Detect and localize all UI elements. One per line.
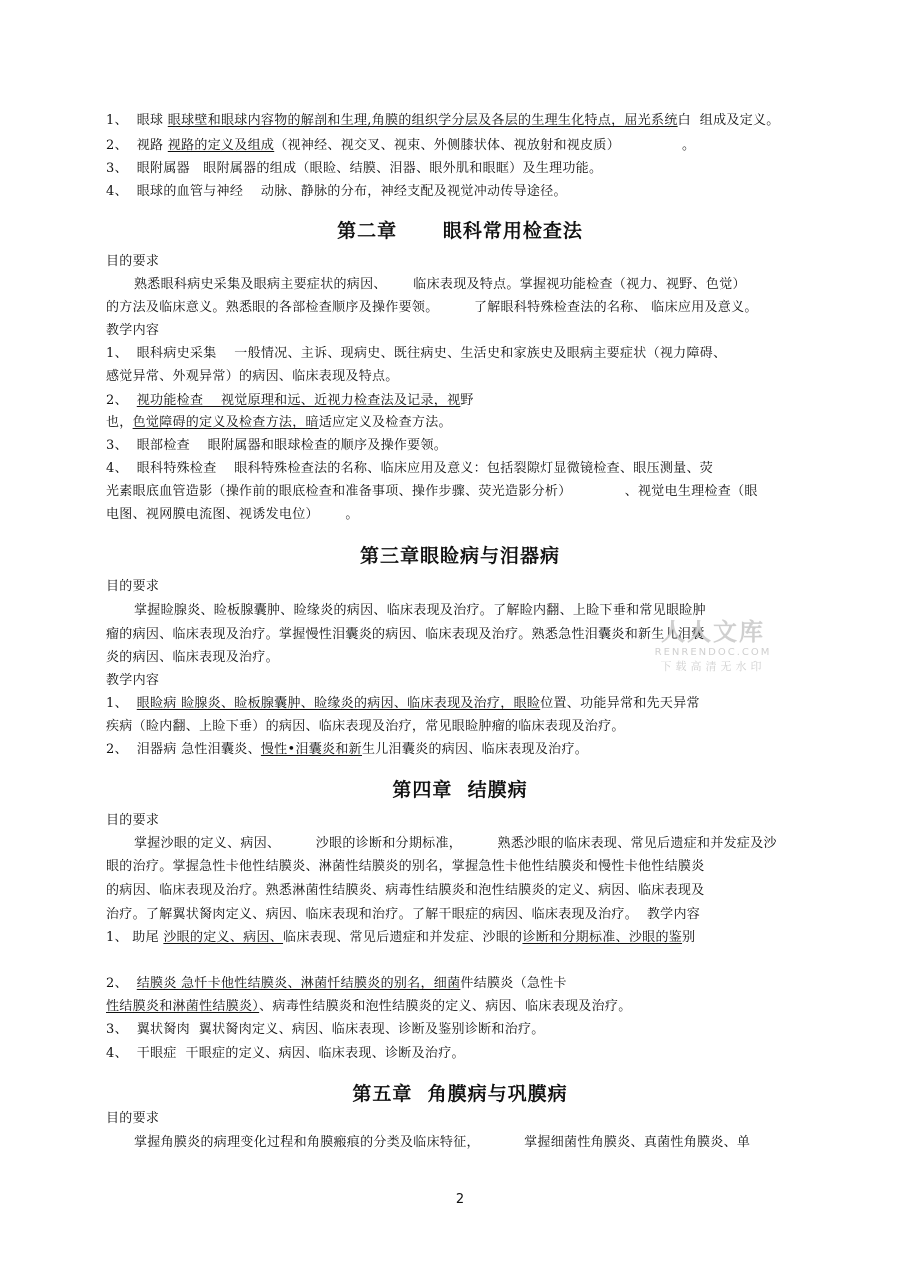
ch4-title: 第四章 结膜病 bbox=[392, 779, 528, 801]
ch3-item-2-prefix: 2、 泪器病 急性泪囊炎、 bbox=[106, 742, 261, 757]
ch3-item-2-underlined: 慢性•泪囊炎和新 bbox=[260, 742, 362, 757]
ch3-item-2 bbox=[106, 741, 588, 759]
ch2-purpose-line-1: 熟悉眼科病史采集及眼病主要症状的病因、 临床表现及特点。掌握视功能检查（视力、视野、色觉） bbox=[134, 277, 746, 292]
ch3-item-1-num: 1、 bbox=[106, 696, 128, 711]
ch3-item-1-rest: 位置、功能异常和先天异常 bbox=[540, 696, 700, 711]
ch1-item-4-rest: 动脉、静脉的分布，神经支配及视觉冲动传导途径。 bbox=[260, 184, 567, 199]
ch2-title: 第二章 眼科常用检查法 bbox=[337, 220, 583, 242]
ch1-item-2-num: 2、 bbox=[106, 138, 128, 153]
ch1-item-3-num: 3、 bbox=[106, 161, 128, 176]
ch3-item-1-line-1 bbox=[106, 695, 700, 713]
ch1-item-3 bbox=[106, 160, 602, 178]
ch3-item-1-underlined: 眼睑病 睑腺炎、睑板腺囊肿、睑缘炎的病因、临床表现及治疗，眼睑 bbox=[136, 696, 541, 711]
page-number: 2 bbox=[455, 1192, 465, 1207]
ch3-purpose-line-1: 掌握睑腺炎、睑板腺囊肿、睑缘炎的病因、临床表现及治疗。了解睑内翻、上睑下垂和常见眼睑肿 bbox=[134, 603, 706, 618]
ch4-purpose-line-2: 眼的治疗。掌握急性卡他性结膜炎、淋菌性结膜炎的别名，掌握急性卡他性结膜炎和慢性卡他性结膜炎 bbox=[106, 859, 705, 874]
ch4-purpose-label: 目的要求 bbox=[106, 813, 160, 828]
ch2-item-2-rest-1: 野 bbox=[460, 393, 474, 408]
ch4-item-1-underlined-1: 沙眼的定义、病因、 bbox=[163, 930, 284, 945]
ch1-item-4 bbox=[106, 183, 567, 201]
watermark-tagline: 下载高清无水印 bbox=[660, 660, 766, 673]
ch2-item-1-line-2: 感觉异常、外观异常）的病因、临床表现及特点。 bbox=[106, 369, 399, 384]
ch3-purpose-line-2: 瘤的病因、临床表现及治疗。掌握慢性泪囊炎的病因、临床表现及治疗。熟悉急性泪囊炎和新生儿泪囊 bbox=[106, 627, 705, 642]
ch2-purpose-label: 目的要求 bbox=[106, 254, 160, 269]
ch4-item-1 bbox=[106, 929, 695, 947]
ch3-content-label: 教学内容 bbox=[106, 673, 160, 688]
ch4-item-1-underlined-2: 诊断和分期标准、沙眼的鉴 bbox=[522, 930, 683, 945]
ch2-item-2-prefix-2: 也， bbox=[106, 415, 133, 430]
ch2-item-2-line-2 bbox=[106, 414, 452, 432]
ch1-item-2-title: 视路 bbox=[136, 138, 164, 153]
ch1-item-1 bbox=[106, 112, 780, 130]
ch1-item-1-num: 1、 bbox=[106, 113, 128, 128]
ch1-item-3-rest: 眼附属器的组成（眼睑、结膜、泪器、眼外肌和眼眶）及生理功能。 bbox=[203, 161, 603, 176]
ch2-item-2-line-1 bbox=[106, 392, 474, 410]
ch4-item-2-underlined-2: 性结膜炎和淋菌性结膜炎） bbox=[106, 999, 260, 1014]
ch1-item-3-title: 眼附属器 bbox=[136, 161, 190, 176]
watermark bbox=[648, 612, 778, 674]
ch2-item-1-line-1: 1、 眼科病史采集 一般情况、主诉、现病史、既往病史、生活史和家族史及眼病主要症状（视力障碍、 bbox=[106, 346, 727, 361]
ch2-item-4-line-1: 4、 眼科特殊检查 眼科特殊检查法的名称、临床应用及意义：包括裂隙灯显微镜检查、眼压测量、荧 bbox=[106, 461, 714, 476]
watermark-url: RENRENDOC.COM bbox=[654, 647, 772, 658]
ch1-item-2-underlined: 视路的定义及组成 bbox=[167, 138, 275, 153]
ch1-item-1-rest: 白 组成及定义。 bbox=[677, 113, 780, 128]
ch1-item-2 bbox=[106, 137, 695, 155]
ch4-item-2-line-1 bbox=[106, 975, 567, 993]
ch2-item-3: 3、 眼部检查 眼附属器和眼球检查的顺序及操作要领。 bbox=[106, 438, 448, 453]
ch2-purpose-line-2: 的方法及临床意义。熟悉眼的各部检查顺序及操作要领。 了解眼科特殊检查法的名称、 临床应用及意义。 bbox=[106, 300, 758, 315]
watermark-title: 人人文库 bbox=[661, 618, 765, 646]
ch3-item-1-line-2: 疾病（睑内翻、上睑下垂）的病因、临床表现及治疗，常见眼睑肿瘤的临床表现及治疗。 bbox=[106, 719, 625, 734]
ch2-item-2-num: 2、 bbox=[106, 393, 128, 408]
ch1-item-1-title: 眼球 bbox=[136, 113, 164, 128]
ch4-purpose-line-3: 的病因、临床表现及治疗。熟悉淋菌性结膜炎、病毒性结膜炎和泡性结膜炎的定义、病因、临床表现及 bbox=[106, 883, 705, 898]
ch2-item-2-underlined-1: 视功能检查 视觉原理和远、近视力检查法及记录，视 bbox=[136, 393, 461, 408]
ch1-item-4-num: 4、 bbox=[106, 184, 128, 199]
ch2-item-2-rest-2: 适应定义及检查方法。 bbox=[318, 415, 452, 430]
ch4-item-4: 4、 干眼症 干眼症的定义、病因、临床表现、诊断及治疗。 bbox=[106, 1046, 465, 1061]
ch4-item-2-rest-2: 、病毒性结膜炎和泡性结膜炎的定义、病因、临床表现及治疗。 bbox=[259, 999, 632, 1014]
ch4-item-1-prefix: 1、 助尾 bbox=[106, 930, 164, 945]
ch4-item-2-prefix: 2、 bbox=[106, 976, 137, 991]
ch5-title: 第五章 角膜病与巩膜病 bbox=[352, 1083, 568, 1105]
ch4-purpose-line-4: 治疗。了解翼状胬肉定义、病因、临床表现和治疗。了解干眼症的病因、临床表现及治疗。 教学内容 bbox=[106, 907, 701, 922]
ch4-item-2-rest: 件结膜炎（急性卡 bbox=[460, 976, 567, 991]
ch4-item-1-rest: 别 bbox=[682, 930, 696, 945]
ch4-item-2-underlined: 结膜炎 急忏卡他性结膜炎、淋菌忏结膜炎的别名，细菌 bbox=[136, 976, 461, 991]
ch4-purpose-line-1: 掌握沙眼的定义、病因、 沙眼的诊断和分期标准， 熟悉沙眼的临床表现、常见后遗症和并发症及沙 bbox=[134, 836, 777, 851]
ch4-item-3: 3、 翼状胬肉 翼状胬肉定义、病因、临床表现、诊断及鉴别诊断和治疗。 bbox=[106, 1022, 545, 1037]
ch3-purpose-label: 目的要求 bbox=[106, 579, 160, 594]
ch2-content-label: 教学内容 bbox=[106, 323, 160, 338]
ch1-item-1-underlined: 眼球壁和眼球内容物的解剖和生理,角膜的组织学分层及各层的生理生化特点，屈光系统 bbox=[167, 113, 678, 128]
ch4-item-2-line-2 bbox=[106, 998, 632, 1016]
ch2-item-4-line-2: 光素眼底血管造影（操作前的眼底检查和准备事项、操作步骤、荧光造影分析） 、视觉电生理检查（眼 bbox=[106, 484, 758, 499]
ch1-item-2-rest: （视神经、视交叉、视束、外侧膝状体、视放射和视皮质） 。 bbox=[274, 138, 696, 153]
ch5-purpose-label: 目的要求 bbox=[106, 1111, 160, 1126]
ch3-purpose-line-3: 炎的病因、临床表现及治疗。 bbox=[106, 650, 279, 665]
ch2-item-4-line-3: 电图、视网膜电流图、视诱发电位） 。 bbox=[106, 507, 359, 522]
ch5-purpose-line-1: 掌握角膜炎的病理变化过程和角膜瘢痕的分类及临床特征， 掌握细菌性角膜炎、真菌性角膜炎、单 bbox=[134, 1135, 751, 1150]
ch1-item-4-title: 眼球的血管与神经 bbox=[136, 184, 244, 199]
ch3-title: 第三章眼睑病与泪器病 bbox=[359, 545, 560, 567]
ch2-item-2-underlined-2: 色觉障碍的定义及检查方法，暗 bbox=[132, 415, 319, 430]
ch4-item-1-middle: 临床表现、常见后遗症和并发症、沙眼的 bbox=[283, 930, 523, 945]
ch3-item-2-rest: 生儿泪囊炎的病因、临床表现及治疗。 bbox=[361, 742, 589, 757]
